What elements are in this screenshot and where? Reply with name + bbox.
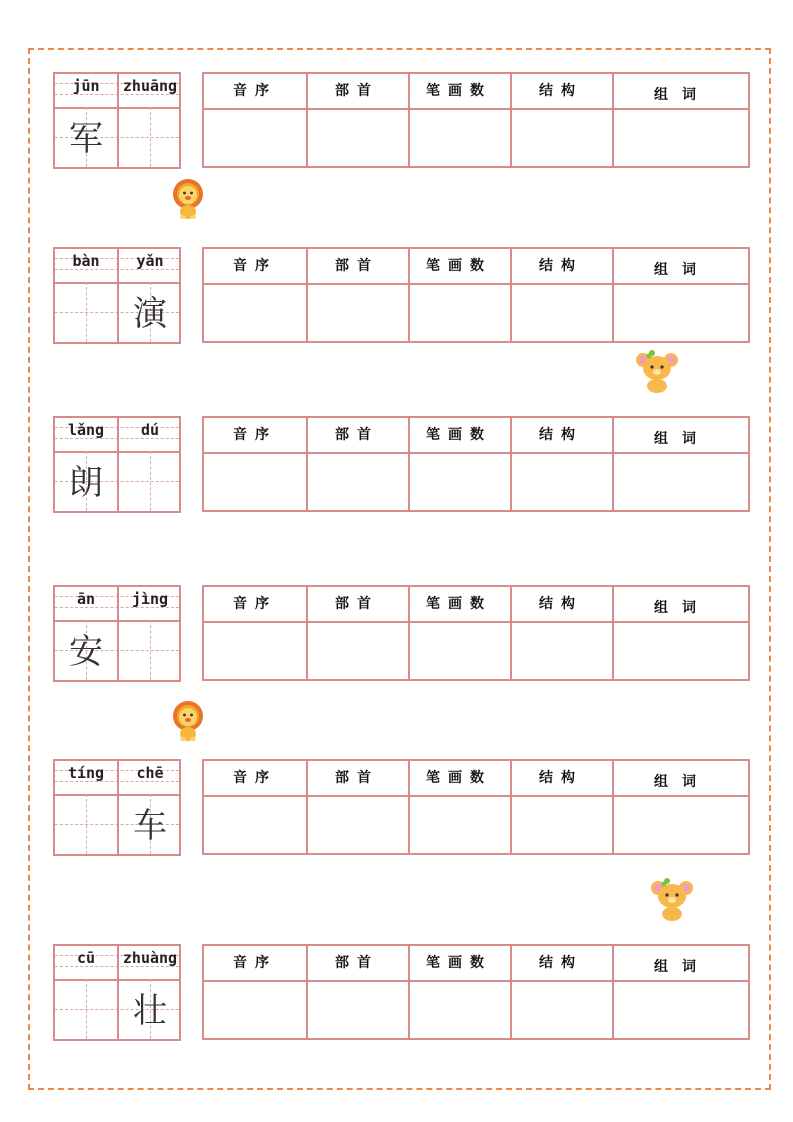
table-header-cell: 部首	[335, 955, 379, 971]
lion-icon	[170, 700, 206, 742]
dashed-page-frame	[28, 48, 771, 1090]
table-header-cell: 音序	[233, 427, 277, 443]
pinyin-text: chē	[136, 764, 164, 782]
table-header-cell: 音序	[233, 258, 277, 274]
tianzige-grid	[53, 247, 181, 344]
table-header-cell: 结构	[539, 770, 583, 786]
pinyin-text: zhuàng	[122, 949, 178, 967]
table-header-cell: 组词	[654, 431, 710, 447]
table-header-cell: 笔画数	[426, 596, 492, 612]
hanzi-character	[119, 110, 181, 168]
table-header-cell: 结构	[539, 258, 583, 274]
pinyin-text: bàn	[72, 252, 100, 270]
bear-icon	[650, 878, 694, 922]
table-header-cell: 部首	[335, 427, 379, 443]
character-info-table	[202, 944, 750, 1040]
table-header-cell: 笔画数	[426, 770, 492, 786]
hanzi-character	[55, 982, 117, 1040]
table-header-cell: 笔画数	[426, 427, 492, 443]
table-header-cell: 组词	[654, 774, 710, 790]
table-header-cell: 部首	[335, 770, 379, 786]
bear-icon	[635, 350, 679, 394]
pinyin-text: jìng	[131, 590, 169, 608]
table-header-cell: 音序	[233, 955, 277, 971]
tianzige-grid	[53, 759, 181, 856]
tianzige-grid	[53, 585, 181, 682]
pinyin-text: tíng	[67, 764, 105, 782]
table-header-cell: 组词	[654, 262, 710, 278]
hanzi-character	[55, 797, 117, 855]
table-header-cell: 结构	[539, 427, 583, 443]
table-header-cell: 结构	[539, 83, 583, 99]
character-info-table	[202, 416, 750, 512]
hanzi-character	[119, 623, 181, 681]
hanzi-character: 军	[69, 119, 103, 159]
table-header-cell: 部首	[335, 83, 379, 99]
table-header-cell: 笔画数	[426, 258, 492, 274]
pinyin-text: dú	[140, 421, 160, 439]
hanzi-character: 壮	[133, 991, 167, 1031]
table-header-cell: 笔画数	[426, 955, 492, 971]
pinyin-text: ān	[76, 590, 96, 608]
tianzige-grid	[53, 416, 181, 513]
pinyin-text: jūn	[72, 77, 100, 95]
character-info-table	[202, 585, 750, 681]
table-header-cell: 笔画数	[426, 83, 492, 99]
tianzige-grid	[53, 944, 181, 1041]
table-header-cell: 组词	[654, 87, 710, 103]
hanzi-character	[55, 285, 117, 343]
pinyin-text: cū	[76, 949, 96, 967]
character-info-table	[202, 759, 750, 855]
table-header-cell: 部首	[335, 596, 379, 612]
hanzi-character: 车	[133, 806, 167, 846]
hanzi-character	[119, 454, 181, 512]
hanzi-character: 安	[69, 632, 103, 672]
pinyin-text: lǎng	[67, 421, 105, 439]
character-info-table	[202, 247, 750, 343]
table-header-cell: 音序	[233, 83, 277, 99]
table-header-cell: 部首	[335, 258, 379, 274]
table-header-cell: 结构	[539, 955, 583, 971]
hanzi-character: 朗	[69, 463, 103, 503]
lion-icon	[170, 178, 206, 220]
hanzi-character: 演	[133, 294, 167, 334]
pinyin-text: yǎn	[136, 252, 164, 270]
tianzige-grid	[53, 72, 181, 169]
table-header-cell: 结构	[539, 596, 583, 612]
character-info-table	[202, 72, 750, 168]
pinyin-text: zhuāng	[122, 77, 178, 95]
table-header-cell: 音序	[233, 596, 277, 612]
table-header-cell: 组词	[654, 600, 710, 616]
table-header-cell: 组词	[654, 959, 710, 975]
table-header-cell: 音序	[233, 770, 277, 786]
